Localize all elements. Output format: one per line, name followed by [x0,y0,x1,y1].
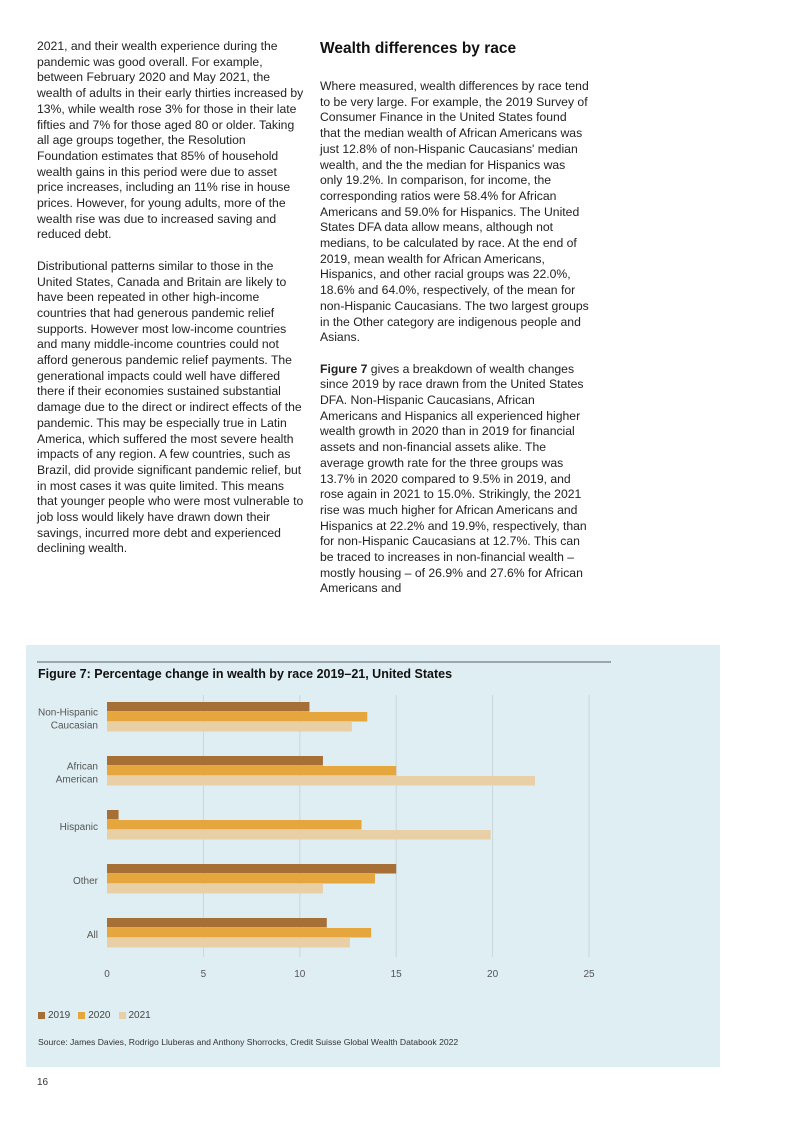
bar-2021 [107,776,535,786]
x-tick-label: 5 [200,969,207,980]
x-tick-label: 15 [390,969,402,980]
category-label: Caucasian [50,720,98,732]
left-text-column [37,39,306,573]
category-label: American [55,774,98,786]
source-note: Source: James Davies, Rodrigo Lluberas and Anthony Shorrocks, Credit Suisse Global Wealth Databook 2022 [38,1037,459,1047]
category-label: Other [72,875,98,887]
figure-reference: Figure 7 [320,361,368,376]
section-heading: Wealth differences by race [320,40,517,57]
bar-2020 [107,766,396,776]
bar-2021 [107,722,352,732]
bar-2021 [107,830,491,840]
x-tick-label: 10 [294,969,306,980]
category-label: African [66,761,98,773]
x-tick-label: 0 [104,969,110,980]
paragraph: Where measured, wealth differences by race tend to be very large. For example, the 2019 Survey of Consumer Finance in the United States found that the median wealth of African Americans was just 12.8% of non-Hispanic Caucasians' median wealth, and the the median for Hispanics was only 19.2%. In comparison, for income, the corresponding ratios were 58.4% for African Americans and 59.0% for Hispanics. The United States DFA data allow means, although not medians, to be calculated by race. At the end of 2019, mean wealth for African Americans, Hispanics, and other racial groups was 22.0%, 18.6% and 64.0%, respectively, of the mean for non-Hispanic Caucasians. The two largest groups in the Other category are indigenous people and Asians. [320,79,589,345]
bar-2020 [107,712,367,722]
bar-2020 [107,820,361,830]
x-tick-label: 25 [583,969,595,980]
paragraph-text: gives a breakdown of wealth changes since 2019 by race drawn from the United States DFA. Non-Hispanic Caucasians, African Americans and Hispanics all experienced higher wealth growth in 2020 than in 2019 for financial assets and non-financial assets alike. The average growth rate for the three groups was 13.7% in 2020 compared to 9.5% in 2019, and rose again in 2021 to 15.0%. Strikingly, the 2021 rise was much higher for African Americans and Hispanics at 22.2% and 19.9%, respectively, than for non-Hispanic Caucasians at 12.7%. This can be traced to increases in non-financial wealth – mostly housing – of 26.9% and 27.6% for African Americans and [320,361,587,596]
bar-2020 [107,928,371,938]
bar-2019 [107,918,327,928]
right-text-column [320,39,589,613]
legend-item-2019 [38,1010,70,1021]
legend-swatch-2019 [38,1012,45,1019]
category-label: All [86,929,98,941]
legend-swatch-2021 [119,1012,126,1019]
bar-2019 [107,810,119,820]
legend-item-2021 [119,1010,151,1021]
bar-2019 [107,864,396,874]
bar-2021 [107,884,323,894]
category-label: Non-Hispanic [37,707,98,719]
bar-2019 [107,756,323,766]
bar-2019 [107,702,309,712]
legend-item-2020 [78,1010,110,1021]
figure-panel [26,645,720,1067]
paragraph: 2021, and their wealth experience during the pandemic was good overall. For example, between February 2020 and May 2021, the wealth of adults in their early thirties increased by 13%, while wealth rose 3% for those in their late fifties and 7% for those aged 80 or older. Taking all age groups together, the Resolution Foundation estimates that 85% of household wealth gains in this period were due to asset price increases, including an 11% rise in house prices. However, for young adults, more of the wealth rise was due to increased saving and reduced debt. [37,39,304,242]
chart-legend [38,1010,151,1021]
bar-2020 [107,874,375,884]
legend-label: 2021 [128,1010,151,1021]
x-tick-label: 20 [487,969,499,980]
legend-swatch-2020 [78,1012,85,1019]
bar-chart [26,645,720,1005]
page-number: 16 [37,1077,49,1088]
bar-2021 [107,938,350,948]
legend-label: 2019 [48,1010,71,1021]
paragraph [320,362,589,598]
paragraph: Distributional patterns similar to those in the United States, Canada and Britain are likely to have been repeated in other high-income countries that had generous pandemic relief supports. However most low-income countries and many middle-income countries could not afford generous pandemic relief payments. The generational impacts could well have differed there if their economies sustained substantial damage due to the direct or indirect effects of the pandemic. This may be especially true in Latin America, which suffered the most severe health impacts of any region. A few countries, such as Brazil, did provide significant pandemic relief, but in most cases it was quite limited. This means that younger people who were most vulnerable to job loss would likely have drawn down their savings, incurred more debt and experienced declining wealth. [37,258,304,556]
legend-label: 2020 [88,1010,111,1021]
figure-title: Figure 7: Percentage change in wealth by race 2019–21, United States [38,667,453,681]
category-label: Hispanic [59,821,98,833]
